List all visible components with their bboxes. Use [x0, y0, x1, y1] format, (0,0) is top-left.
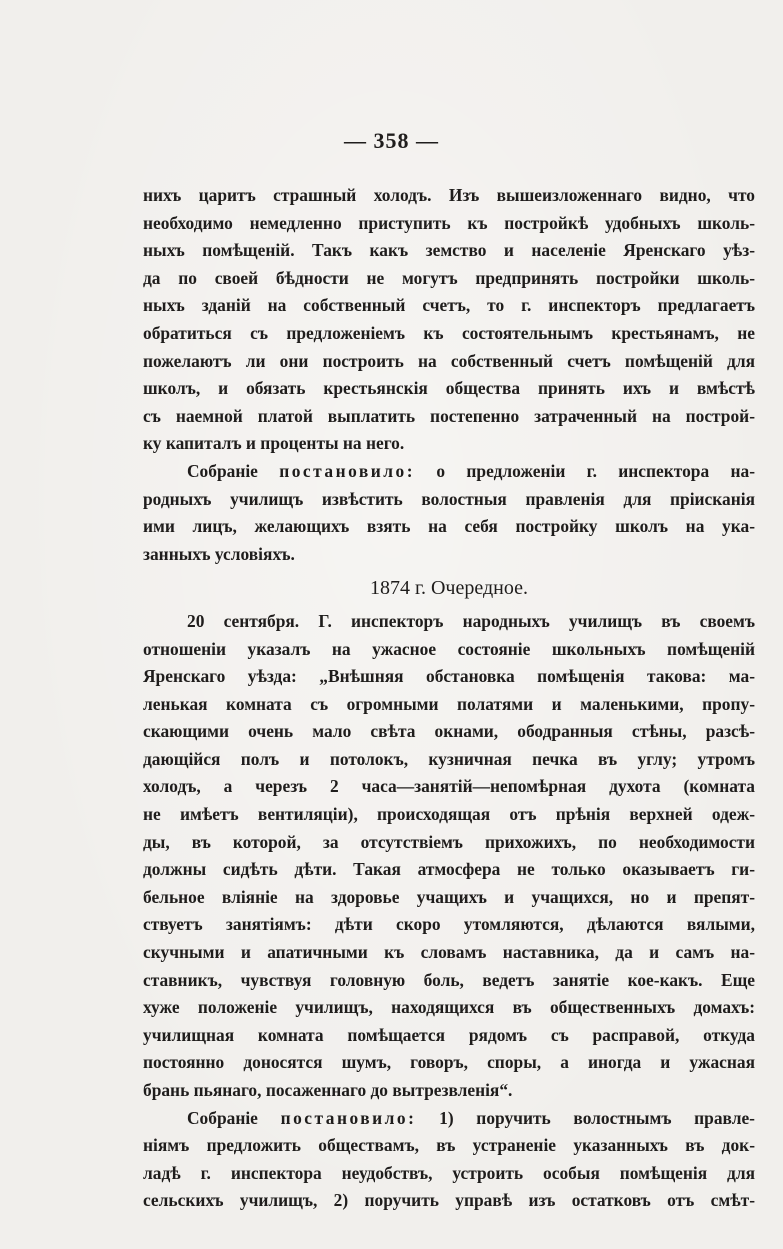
text-line: училищная комната помѣщается рядомъ съ расправой, откуда [143, 1024, 755, 1045]
text-line: ствуетъ занятіямъ: дѣти скоро утомляются, дѣлаются вялыми, [143, 914, 755, 935]
text-line: отношеніи указалъ на ужасное состояніе школьныхъ помѣщеній [143, 638, 755, 659]
text-line: ніямъ предложить обществамъ, въ устраненіе указанныхъ въ док- [143, 1135, 755, 1156]
resolution-lead: Собраніе [187, 1107, 258, 1128]
text-line: бельное вліяніе на здоровье учащихъ и учащихся, но и препят- [143, 886, 755, 907]
text-line: хуже положеніе училищъ, находящихся въ общественныхъ домахъ: [143, 997, 755, 1018]
page-number: — 358 — [344, 128, 439, 153]
text-line: родныхъ училищъ извѣстить волостныя правленія для пріисканія [143, 488, 755, 509]
text-line: холодъ, а черезъ 2 часа—занятій—непомѣрная духота (комната [143, 776, 755, 797]
resolution-text: о предложеніи г. инспектора на- [436, 460, 755, 481]
text-line: ленькая комната съ огромными полатями и маленькими, пропу- [143, 693, 755, 714]
text-line: сельскихъ училищъ, 2) поручить управѣ изъ остатковъ отъ смѣт- [143, 1190, 755, 1211]
text-line: занныхъ условіяхъ. [143, 543, 295, 564]
text-line: ды, въ которой, за отсутствіемъ прихожихъ, по необходимости [143, 831, 755, 852]
text-line: необходимо немедленно приступить къ постройкѣ удобныхъ школь- [143, 212, 755, 233]
resolution-text: 1) поручить волостнымъ правле- [439, 1107, 755, 1128]
text-line: 20 сентября. Г. инспекторъ народныхъ училищъ въ своемъ [187, 610, 755, 631]
resolution-lead: Собраніе [187, 460, 258, 481]
resolution-line [143, 1105, 755, 1133]
text-line: ку капиталъ и проценты на него. [143, 433, 405, 454]
text-line: съ наемной платой выплатить постепенно затраченный на построй- [143, 405, 755, 426]
text-line: постоянно доносятся шумъ, говоръ, споры, а иногда и ужасная [143, 1052, 755, 1073]
resolution-verb: постановило: [280, 1107, 417, 1128]
text-line: нихъ царитъ страшный холодъ. Изъ вышеизложеннаго видно, что [143, 185, 755, 205]
text-line: пожелаютъ ли они построить на собственный счетъ помѣщеній для [143, 350, 755, 371]
text-line: школъ, и обязать крестьянскія общества принять ихъ и вмѣстѣ [143, 378, 755, 399]
resolution-verb: постановило: [279, 460, 416, 481]
text-line: дающійся полъ и потолокъ, кузничная печка въ углу; утромъ [143, 748, 755, 769]
text-line: Яренскаго уѣзда: „Внѣшняя обстановка помѣщенія такова: ма- [143, 666, 755, 687]
text-line: ныхъ помѣщеній. Такъ какъ земство и населеніе Яренскаго уѣз- [143, 240, 755, 261]
text-line: ставникъ, чувствуя головную боль, ведетъ занятіе кое-какъ. Еще [143, 969, 755, 990]
text-line: ладѣ г. инспектора неудобствъ, устроить особыя помѣщенія для [143, 1162, 755, 1183]
resolution-line [143, 458, 755, 486]
text-line: не имѣетъ вентиляціи), происходящая отъ прѣнія верхней одеж- [143, 804, 755, 825]
text-line: брань пьянаго, посаженнаго до вытрезвленія“. [143, 1080, 513, 1100]
section-heading: 1874 г. Очередное. [370, 577, 528, 600]
text-line: ими лицъ, желающихъ взять на себя постройку школъ на ука- [143, 516, 755, 537]
text-line: обратиться съ предложеніемъ къ состоятельнымъ крестьянамъ, не [143, 322, 755, 343]
page-text [143, 182, 755, 1215]
text-line: ныхъ зданій на собственный счетъ, то г. инспекторъ предлагаетъ [143, 295, 755, 316]
text-line: должны сидѣть дѣти. Такая атмосфера не только оказываетъ ги- [143, 859, 755, 880]
text-line: скучными и апатичными къ словамъ наставника, да и самъ на- [143, 942, 755, 963]
text-line: да по своей бѣдности не могутъ предпринять постройки школь- [143, 267, 755, 288]
text-line: скающими очень мало свѣта окнами, ободранныя стѣны, разсѣ- [143, 721, 755, 742]
